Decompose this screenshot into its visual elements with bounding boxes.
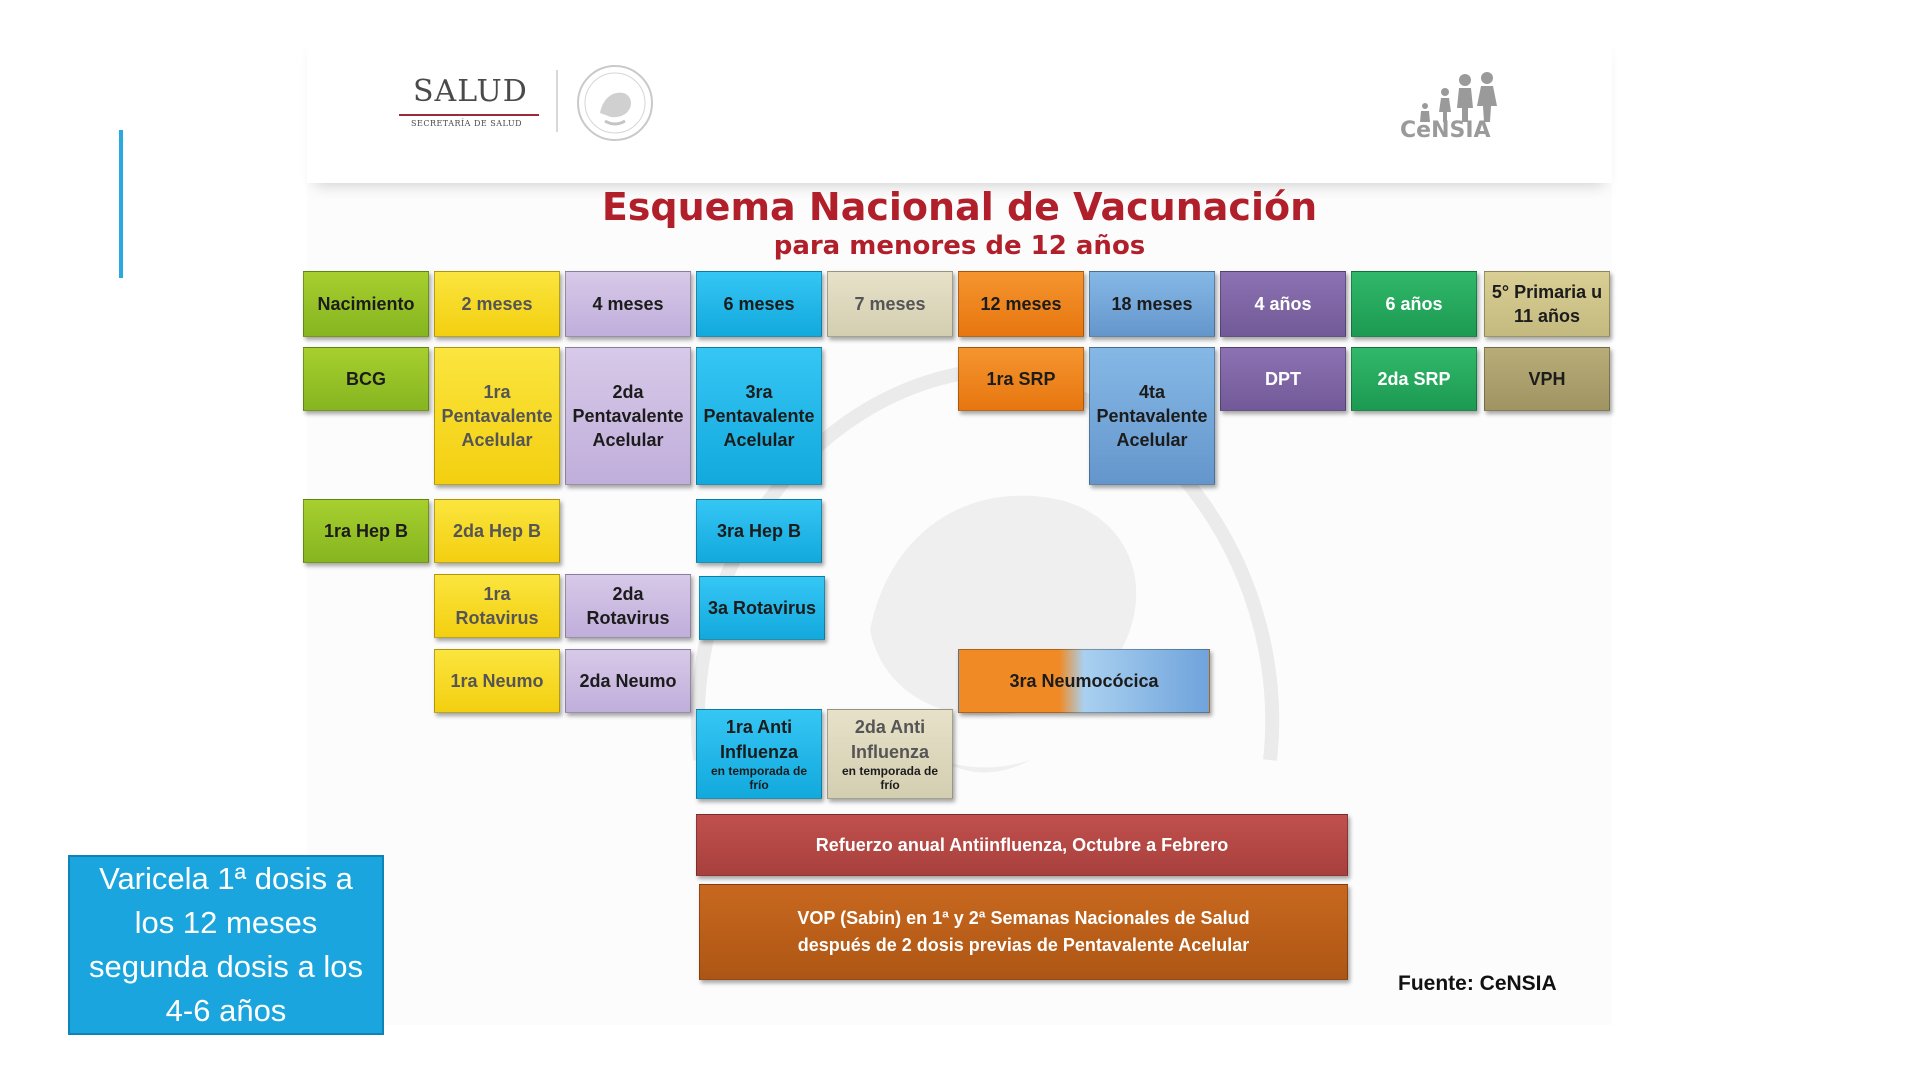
varicela-note: Varicela 1ª dosis a los 12 meses segunda dosis a los 4-6 años — [68, 855, 384, 1035]
vaccine-rota-1: 1ra Rotavirus — [434, 574, 560, 638]
vaccine-flu-2-label: 2da Anti Influenza — [850, 717, 929, 762]
vaccine-flu-1-note: en temporada de frío — [710, 763, 808, 793]
chart-title: Esquema Nacional de Vacunación — [601, 185, 1318, 229]
header-12-meses: 12 meses — [958, 271, 1084, 337]
censia-logo-text: CeNSIA — [1400, 118, 1491, 143]
vaccine-srp-2: 2da SRP — [1351, 347, 1477, 411]
vaccine-flu-2 — [827, 709, 953, 799]
header-2-meses: 2 meses — [434, 271, 560, 337]
vop-line-2: después de 2 dosis previas de Pentavalente Acelular — [797, 935, 1250, 955]
header-18-meses: 18 meses — [1089, 271, 1215, 337]
censia-logo — [1395, 70, 1515, 150]
salud-logo-rule — [399, 114, 539, 116]
salud-logo — [395, 70, 565, 130]
accent-rule — [119, 130, 123, 278]
vaccine-flu-2-note: en temporada de frío — [841, 763, 939, 793]
chart-subtitle: para menores de 12 años — [773, 231, 1146, 261]
header-nacimiento: Nacimiento — [303, 271, 429, 337]
vaccine-rota-2: 2da Rotavirus — [565, 574, 691, 638]
vaccine-penta-2: 2da Pentavalente Acelular — [565, 347, 691, 485]
vaccine-hepb-2: 2da Hep B — [434, 499, 560, 563]
vaccine-penta-3: 3ra Pentavalente Acelular — [696, 347, 822, 485]
vaccine-flu-1 — [696, 709, 822, 799]
vaccine-vph: VPH — [1484, 347, 1610, 411]
logo-divider — [556, 70, 558, 132]
vaccine-neumo-3: 3ra Neumocócica — [958, 649, 1210, 713]
national-seal-icon — [575, 63, 655, 143]
vaccine-hepb-3: 3ra Hep B — [696, 499, 822, 563]
refuerzo-antiinfluenza-bar: Refuerzo anual Antiinfluenza, Octubre a Febrero — [696, 814, 1348, 876]
vaccine-srp-1: 1ra SRP — [958, 347, 1084, 411]
header-6-anos: 6 años — [1351, 271, 1477, 337]
vaccine-dpt: DPT — [1220, 347, 1346, 411]
header-7-meses: 7 meses — [827, 271, 953, 337]
family-icon — [1395, 70, 1515, 125]
header-6-meses: 6 meses — [696, 271, 822, 337]
vaccine-neumo-1: 1ra Neumo — [434, 649, 560, 713]
source-label: Fuente: CeNSIA — [1398, 972, 1557, 995]
vaccine-bcg: BCG — [303, 347, 429, 411]
vaccine-neumo-2: 2da Neumo — [565, 649, 691, 713]
vaccine-penta-4: 4ta Pentavalente Acelular — [1089, 347, 1215, 485]
header-5-primaria: 5° Primaria u 11 años — [1484, 271, 1610, 337]
vaccine-penta-1: 1ra Pentavalente Acelular — [434, 347, 560, 485]
salud-logo-text: SALUD — [413, 74, 528, 109]
salud-logo-subtitle: SECRETARÍA DE SALUD — [411, 119, 523, 128]
header-4-meses: 4 meses — [565, 271, 691, 337]
vaccine-flu-1-label: 1ra Anti Influenza — [719, 717, 798, 762]
vaccine-hepb-1: 1ra Hep B — [303, 499, 429, 563]
header-4-anos: 4 años — [1220, 271, 1346, 337]
vop-line-1: VOP (Sabin) en 1ª y 2ª Semanas Nacionales de Salud — [797, 908, 1250, 928]
vaccine-rota-3: 3a Rotavirus — [699, 576, 825, 640]
vop-sabin-bar — [699, 884, 1348, 980]
